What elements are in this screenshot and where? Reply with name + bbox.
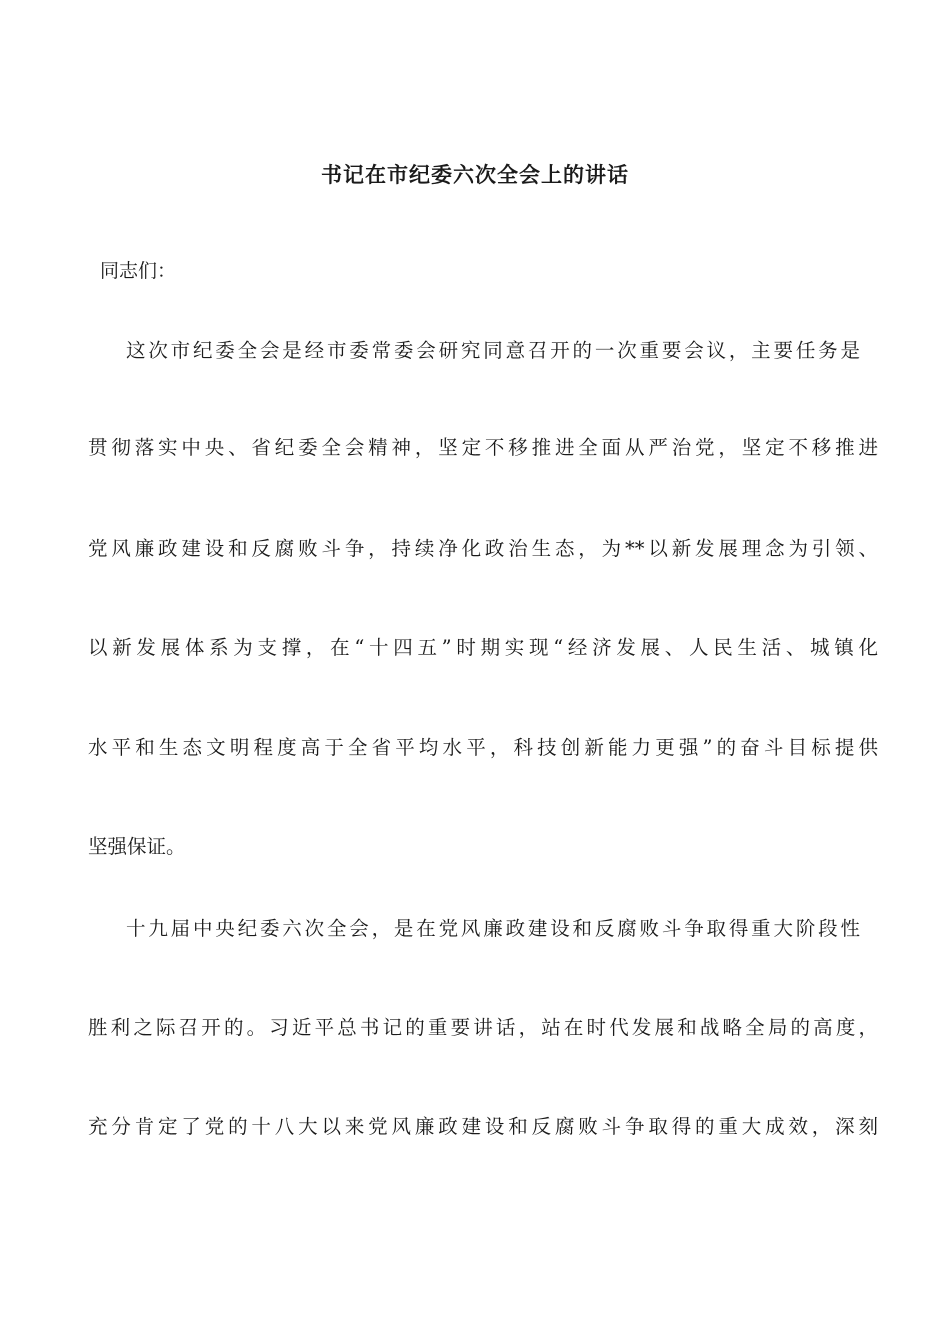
paragraph-2-line-2: 胜利之际召开的。习近平总书记的重要讲话，站在时代发展和战略全局的高度， xyxy=(88,1016,878,1039)
paragraph-2-line-1: 十九届中央纪委六次全会，是在党风廉政建设和反腐败斗争取得重大阶段性 xyxy=(126,917,860,940)
salutation: 同志们： xyxy=(100,260,177,282)
paragraph-1-line-3: 党风廉政建设和反腐败斗争，持续净化政治生态，为**以新发展理念为引领、 xyxy=(88,537,878,560)
paragraph-1-line-5: 水平和生态文明程度高于全省平均水平，科技创新能力更强”的奋斗目标提供 xyxy=(88,736,878,759)
document-title: 书记在市纪委六次全会上的讲话 xyxy=(321,163,629,187)
paragraph-1-line-6: 坚强保证。 xyxy=(88,835,186,858)
paragraph-1-line-2: 贯彻落实中央、省纪委全会精神，坚定不移推进全面从严治党，坚定不移推进 xyxy=(88,436,878,459)
paragraph-2-line-3: 充分肯定了党的十八大以来党风廉政建设和反腐败斗争取得的重大成效，深刻 xyxy=(88,1115,878,1138)
paragraph-1-line-4: 以新发展体系为支撑，在“十四五”时期实现“经济发展、人民生活、城镇化 xyxy=(88,636,878,659)
paragraph-1-line-1: 这次市纪委全会是经市委常委会研究同意召开的一次重要会议，主要任务是 xyxy=(126,339,860,362)
